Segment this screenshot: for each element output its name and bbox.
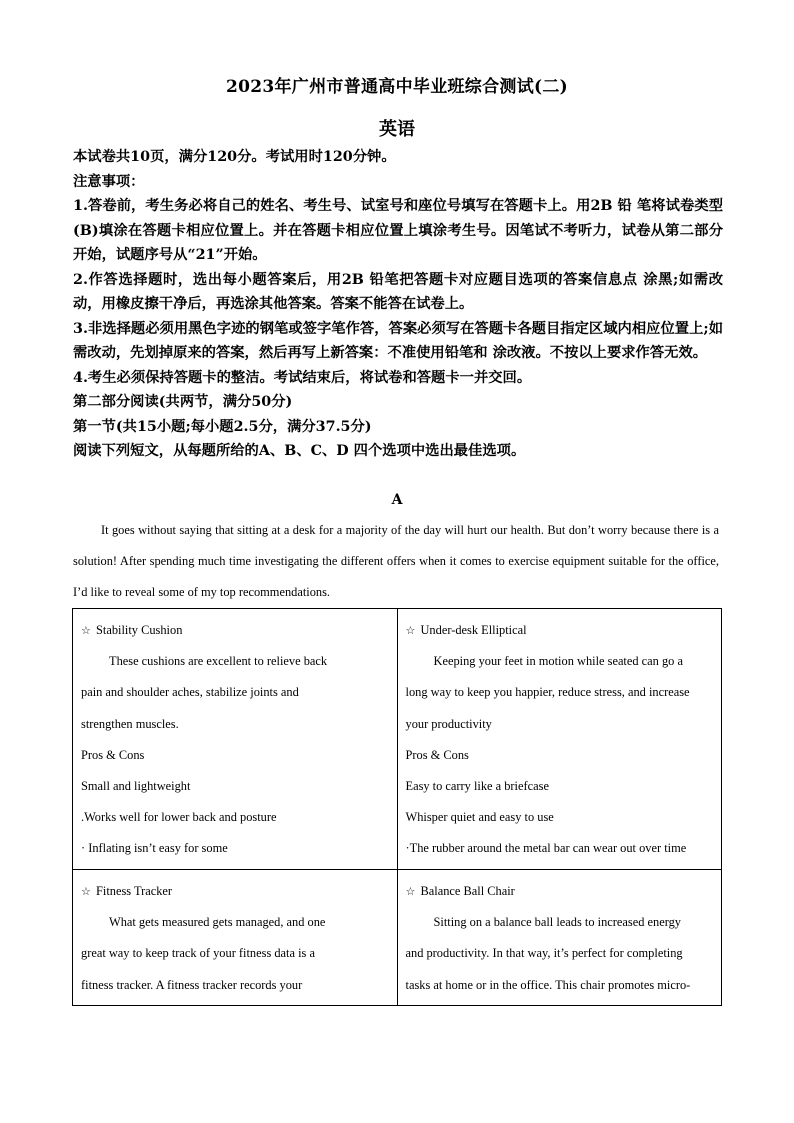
item-title: Stability Cushion xyxy=(95,623,183,637)
cell-title xyxy=(81,615,389,646)
note-item-2: 2.作答选择题时，选出每小题答案后，用2B 铅笔把答题卡对应题目选项的答案信息点 涂黑;如需改动，用橡皮擦干净后，再选涂其他答案。答案不能答在试卷上。 xyxy=(73,271,723,312)
table-cell-balance-ball-chair xyxy=(397,870,722,1006)
item-description: strengthen muscles. xyxy=(81,716,179,731)
pros-cons-point: · Inflating isn’t easy for some xyxy=(81,841,228,856)
pros-cons-label: Pros & Cons xyxy=(405,747,469,762)
passage-intro xyxy=(73,515,719,608)
reading-directions: 阅读下列短文，从每题所给的A、B、C、D 四个选项中选出最佳选项。 xyxy=(73,443,526,459)
item-title: Fitness Tracker xyxy=(95,884,173,898)
intro-paragraph: It goes without saying that sitting at a desk for a majority of the day will hurt our health. But don’t worry because there is a solution! After spending much time investigating the different offers when it comes to exercise equipment suitable for the office, I’d like to reveal some of my top recommendations. xyxy=(73,523,719,599)
item-description: Sitting on a balance ball leads to increased energy xyxy=(433,915,681,930)
table-cell-fitness-tracker xyxy=(73,870,398,1006)
notes-heading: 注意事项： xyxy=(73,173,145,190)
table-cell-stability-cushion xyxy=(73,609,398,870)
star-icon: ☆ xyxy=(405,624,416,637)
pros-cons-label: Pros & Cons xyxy=(81,747,145,762)
cell-title xyxy=(81,876,389,907)
passage-label: A xyxy=(391,492,403,508)
item-description: pain and shoulder aches, stabilize joints and xyxy=(81,685,299,700)
pros-cons-point: Small and lightweight xyxy=(81,779,191,794)
item-description: long way to keep you happier, reduce stress, and increase xyxy=(405,685,690,700)
note-item-1: 1.答卷前，考生务必将自己的姓名、考生号、试室号和座位号填写在答题卡上。用2B 铅 笔将试卷类型(B)填涂在答题卡相应位置上。并在答题卡相应位置上填涂考生号。因笔试不考听力，试卷从第二部分开始，试题序号从“21”开始。 xyxy=(73,198,723,263)
table-row xyxy=(73,870,722,1006)
cell-title xyxy=(406,615,714,646)
item-description: Keeping your feet in motion while seated can go a xyxy=(433,654,683,669)
cell-title xyxy=(406,876,714,907)
table-cell-under-desk-elliptical xyxy=(397,609,722,870)
item-title: Under-desk Elliptical xyxy=(420,623,527,637)
recommendation-table xyxy=(72,608,722,1006)
star-icon: ☆ xyxy=(405,885,416,898)
item-title: Balance Ball Chair xyxy=(420,884,515,898)
pros-cons-point: Easy to carry like a briefcase xyxy=(405,779,549,794)
item-description: and productivity. In that way, it’s perfect for completing xyxy=(405,946,683,961)
item-description: your productivity xyxy=(405,716,492,731)
star-icon: ☆ xyxy=(81,624,91,637)
pros-cons-point: Whisper quiet and easy to use xyxy=(405,810,554,825)
item-description: fitness tracker. A fitness tracker records your xyxy=(81,977,303,992)
subject-heading: 英语 xyxy=(379,119,415,140)
exam-title: 2023年广州市普通高中毕业班综合测试(二) xyxy=(225,77,568,97)
item-description: great way to keep track of your fitness data is a xyxy=(81,946,315,961)
section-heading: 第一节(共15小题;每小题2.5分，满分37.5分) xyxy=(73,418,372,435)
pros-cons-point: .Works well for lower back and posture xyxy=(81,810,277,825)
note-item-4: 4.考生必须保持答题卡的整洁。考试结束后，将试卷和答题卡一并交回。 xyxy=(73,369,532,386)
item-description: What gets measured gets managed, and one xyxy=(109,915,326,930)
item-description: These cushions are excellent to relieve back xyxy=(109,654,328,669)
star-icon: ☆ xyxy=(81,885,91,898)
note-item-3: 3.非选择题必须用黑色字迹的钢笔或签字笔作答，答案必须写在答题卡各题目指定区域内相应位置上;如需改动，先划掉原来的答案，然后再写上新答案：不准使用铅笔和 涂改液。不按以上要求作答无效。 xyxy=(73,320,723,361)
exam-info: 本试卷共10页，满分120分。考试用时120分钟。 xyxy=(73,149,396,165)
part-heading: 第二部分阅读(共两节，满分50分) xyxy=(73,394,293,410)
table-row xyxy=(73,609,722,870)
item-description: tasks at home or in the office. This chair promotes micro- xyxy=(405,977,691,992)
instructions xyxy=(73,145,723,464)
pros-cons-point: ·The rubber around the metal bar can wear out over time xyxy=(405,841,687,856)
